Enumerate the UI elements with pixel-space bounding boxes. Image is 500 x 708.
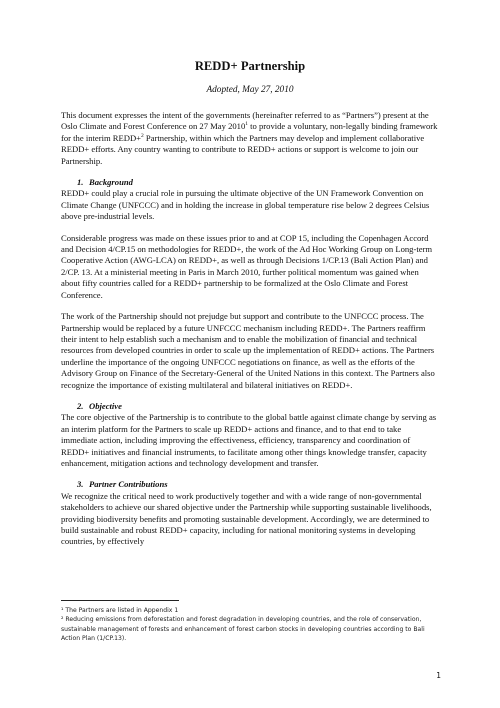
footnote-ref-1[interactable]: 1 [245,121,249,128]
paragraph: REDD+ could play a crucial role in pursuing the ultimate objective of the UN Framework Convention on Climate Change (UNFCCC) and in holding the increase in global temperature rise below 2 degrees Celsius above pre-industrial levels. [61,188,430,222]
footnote-1: ¹ The Partners are listed in Appendix 1 [61,607,179,614]
intro-text-3: Partnership, within which the Partners may develop and implement collaborative REDD+ efforts. Any country wanting to contribute to REDD+ actions or support is welcome to join our Partnership. [61,132,425,166]
footnotes [61,606,441,643]
page-content [61,58,439,558]
section-title: Background [89,177,133,188]
paragraph: We recognize the critical need to work productively together and with a wide range of non-governmental stakeholders to achieve our shared objective under the Partnership while supporting sustainable livelihoods, providing biodiversity benefits and promoting sustainable development. Accordingly, we are determined to build sustainable and robust REDD+ capacity, including for national monitoring systems in developing countries, by effectively [61,490,432,547]
intro-paragraph [61,110,439,167]
section-title: Objective [89,400,122,411]
paragraph: The work of the Partnership should not prejudge but support and contribute to the UNFCCC process. The Partnership would be replaced by a future UNFCCC mechanism including REDD+. The Partners reaffirm their intent to help establish such a mechanism and to enable the mobilization of financial and technical resources from developed countries in order to scale up the implementation of REDD+ actions. The Partners underline the importance of the ongoing UNFCCC negotiations on finance, as well as the efforts of the Advisory Group on Finance of the Secretary-General of the United Nations in this context. The Partners also recognize the importance of existing multilateral and bilateral initiatives on REDD+. [61,311,435,390]
intro-text-2: to provide a voluntary, non-legally binding framework for the interim REDD+ [61,121,438,143]
section-title: Partner Contributions [89,479,168,490]
section-number: 3. [77,479,84,490]
paragraph: Considerable progress was made on these issues prior to and at COP 15, including the Copenhagen Accord and Decision 4/CP.15 on methodologies for REDD+, the work of the Ad Hoc Working Group on Long-term Cooperative Action (AWG-LCA) on REDD+, as well as through Decisions 1/CP.13 (Bali Action Plan) and 2/CP. 13. At a ministerial meeting in Paris in March 2010, further political momentum was gained when about fifty countries called for a REDD+ partnership to be formalized at the Oslo Climate and Forest Conference. [61,232,433,300]
footnote-divider [61,600,179,601]
section-heading-background [77,177,439,188]
paragraph: The core objective of the Partnership is to contribute to the global battle against climate change by serving as an interim platform for the Partners to scale up REDD+ actions and finance, and to that end to take immediate action, including improving the effectiveness, efficiency, transparency and coordination of REDD+ initiatives and financial instruments, to facilitate among other things knowledge transfer, capacity enhancement, mitigation actions and technology development and transfer. [61,412,437,468]
footnote-2: ² Reducing emissions from deforestation and forest degradation in developing countries, and the role of conservation, sustainable management of forests and enhancement of forest carbon stocks in developing countries according to Bali Action Plan (1/CP.13). [61,616,425,642]
footnote-ref-2[interactable]: 2 [141,132,144,139]
document-title: REDD+ Partnership [194,59,306,73]
page-number: 1 [436,671,441,680]
section-heading-objective [77,401,439,412]
section-number: 1. [77,177,84,188]
section-number: 2. [77,400,84,411]
section-heading-partner-contributions [77,479,439,490]
intro-text-1: This document expresses the intent of the governments (hereinafter referred to as “Partners”) present at the Oslo Climate and Forest Conference on 27 May 2010 [61,110,429,132]
adoption-date: Adopted, May 27, 2010 [206,85,294,95]
